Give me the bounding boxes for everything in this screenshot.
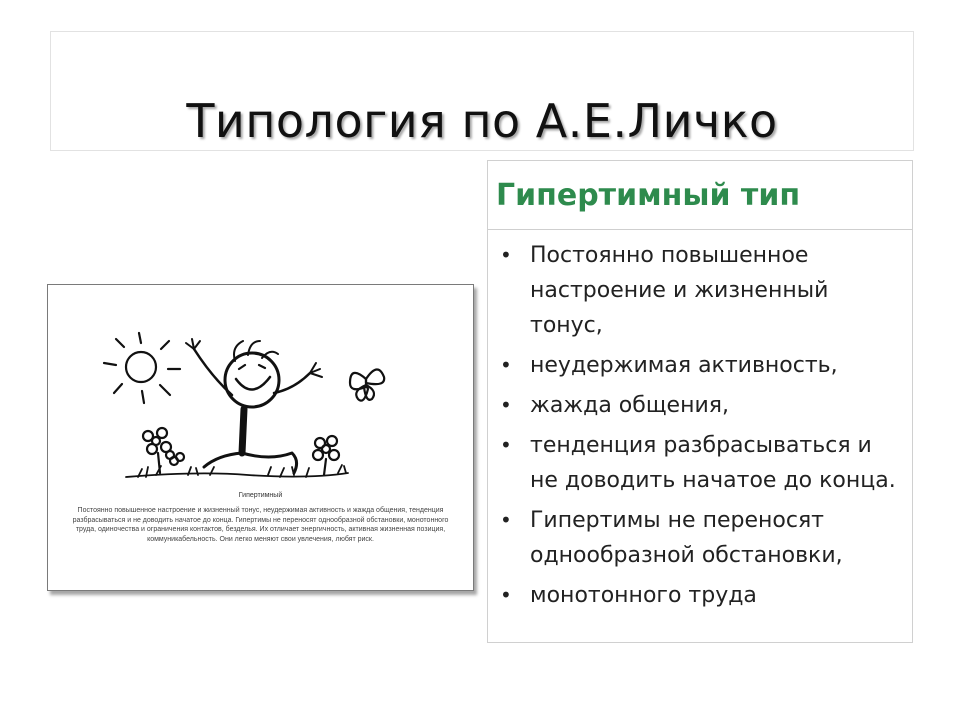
sun-icon (104, 333, 180, 403)
bullet-icon: • (500, 243, 512, 267)
illustration-caption-text: Постоянно повышенное настроение и жизненный тонус, неудержимая активность и жажда общения, тенденция разбрасываться и не доводить начатое до конца. Гипертимы не переносят однообразной обстановки, монотонного труда, одиночества и ограничения контактов, безделья. Их отличает энергичность, активная жизненная позиция, коммуникабельность. Они легко меняют свои увлечения, любят риск. (72, 507, 449, 543)
bullet-text: неудержимая активность, (530, 353, 838, 378)
bullet-item (488, 238, 912, 343)
bullet-icon: • (500, 433, 512, 457)
illustration-frame (47, 284, 474, 591)
bullet-list (488, 230, 912, 613)
illustration-caption-title: Гипертимный (238, 492, 283, 499)
bullet-item (488, 388, 912, 423)
page-title: Типология по А.Е.Личко (186, 94, 778, 148)
butterfly-icon (350, 369, 384, 400)
card-title: Гипертимный тип (496, 177, 801, 213)
flower-icon (313, 436, 339, 475)
flower-icon (143, 428, 184, 473)
stick-figure-illustration (48, 285, 473, 590)
bullet-text: монотонного труда (530, 583, 757, 608)
bullet-item (488, 578, 912, 613)
running-figure-icon (186, 339, 322, 473)
type-card (487, 160, 913, 643)
bullet-icon: • (500, 583, 512, 607)
bullet-text: Гипертимы не переносят однообразной обстановки, (530, 508, 843, 568)
bullet-text: тенденция разбрасываться и не доводить начатое до конца. (530, 433, 896, 493)
bullet-item (488, 348, 912, 383)
bullet-icon: • (500, 353, 512, 377)
bullet-text: Постоянно повышенное настроение и жизненный тонус, (530, 243, 829, 338)
bullet-item (488, 503, 912, 573)
bullet-icon: • (500, 393, 512, 417)
title-box (50, 31, 914, 151)
card-header (488, 161, 912, 230)
bullet-item (488, 428, 912, 498)
bullet-text: жажда общения, (530, 393, 729, 418)
bullet-icon: • (500, 508, 512, 532)
